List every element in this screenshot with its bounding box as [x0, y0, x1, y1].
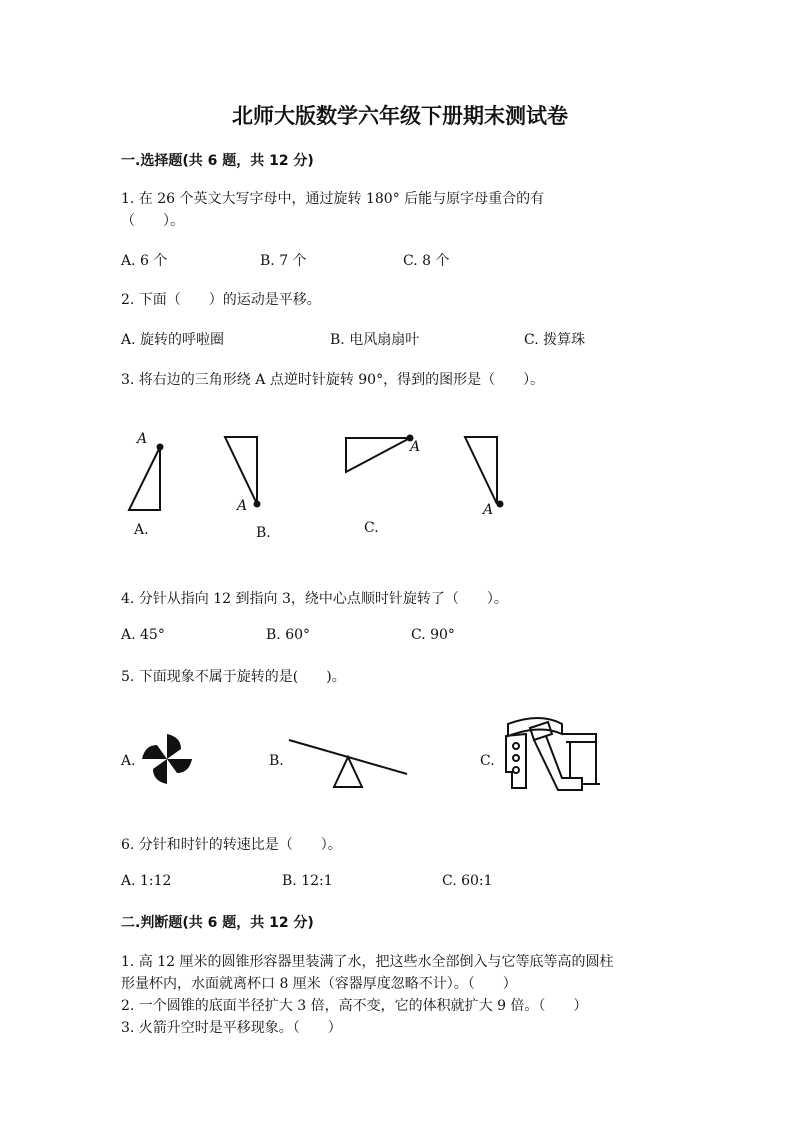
question-5-option-c[interactable]: C.	[480, 753, 495, 769]
question-2-option-c[interactable]: C. 拨算珠	[524, 332, 586, 348]
section-heading-choice: 一.选择题(共 6 题，共 12 分)	[121, 153, 314, 169]
figure-d-point-label: A	[483, 502, 494, 518]
judgment-1-line-1: 1. 高 12 厘米的圆锥形容器里装满了水，把这些水全部倒入与它等底等高的圆柱	[121, 954, 614, 970]
triangle-figure-a	[120, 440, 170, 520]
section-heading-judgment: 二.判断题(共 6 题，共 12 分)	[121, 915, 314, 931]
question-4-option-b[interactable]: B. 60°	[266, 627, 311, 643]
seesaw-icon	[288, 735, 410, 791]
figure-a-label[interactable]: A.	[134, 522, 149, 538]
question-1-option-c[interactable]: C. 8 个	[403, 253, 450, 269]
question-4-option-a[interactable]: A. 45°	[121, 627, 165, 643]
question-6-option-c[interactable]: C. 60:1	[442, 873, 493, 889]
question-2-option-a[interactable]: A. 旋转的呼啦圈	[121, 332, 225, 348]
question-4-stem: 4. 分针从指向 12 到指向 3，绕中心点顺时针旋转了（ ）。	[121, 591, 508, 607]
question-1-blank: （ ）。	[121, 213, 184, 229]
question-4-option-c[interactable]: C. 90°	[411, 627, 455, 643]
figure-b-label[interactable]: B.	[256, 525, 271, 541]
question-5-option-a[interactable]: A.	[121, 753, 136, 769]
figure-b-point-label: A	[237, 498, 248, 514]
question-6-option-a[interactable]: A. 1:12	[121, 873, 172, 889]
question-5-stem: 5. 下面现象不属于旋转的是( )。	[121, 669, 346, 685]
figure-c-label[interactable]: C.	[364, 520, 379, 536]
page-title: 北师大版数学六年级下册期末测试卷	[232, 104, 568, 128]
question-6-option-b[interactable]: B. 12:1	[282, 873, 333, 889]
figure-a-point-label: A	[137, 431, 148, 447]
slide-icon	[500, 712, 605, 794]
triangle-figure-c	[340, 430, 420, 480]
judgment-2: 2. 一个圆锥的底面半径扩大 3 倍，高不变，它的体积就扩大 9 倍。（ ）	[121, 998, 588, 1014]
question-3-stem: 3. 将右边的三角形绕 A 点逆时针旋转 90°，得到的图形是（ ）。	[121, 372, 545, 388]
question-1-option-a[interactable]: A. 6 个	[121, 253, 168, 269]
pinwheel-icon	[138, 730, 196, 788]
judgment-3: 3. 火箭升空时是平移现象。（ ）	[121, 1020, 342, 1036]
triangle-figure-d	[460, 432, 510, 512]
question-5-option-b[interactable]: B.	[269, 753, 284, 769]
question-2-option-b[interactable]: B. 电风扇扇叶	[330, 332, 420, 348]
question-1-stem: 1. 在 26 个英文大写字母中，通过旋转 180° 后能与原字母重合的有	[121, 191, 545, 207]
question-1-option-b[interactable]: B. 7 个	[260, 253, 307, 269]
figure-c-point-label: A	[410, 439, 421, 455]
question-6-stem: 6. 分针和时针的转速比是（ ）。	[121, 837, 342, 853]
judgment-1-line-2: 形量杯内，水面就离杯口 8 厘米（容器厚度忽略不计）。（ ）	[121, 976, 517, 992]
question-2-stem: 2. 下面（ ）的运动是平移。	[121, 292, 321, 308]
